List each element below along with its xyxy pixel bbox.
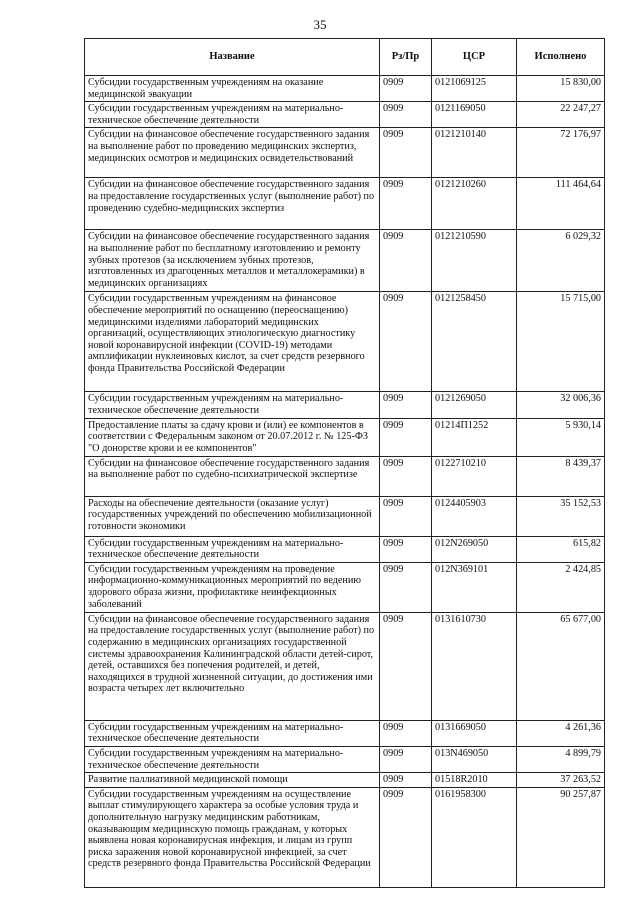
table-row bbox=[85, 418, 605, 456]
row-section-cell: 0909 bbox=[380, 292, 432, 392]
row-csr-cell: 0131669050 bbox=[432, 720, 517, 746]
row-executed-cell: 15 715,00 bbox=[517, 292, 605, 392]
row-csr-cell: 012N369101 bbox=[432, 562, 517, 612]
row-name-cell: Субсидии государственным учреждениям на оказание медицинской эвакуации bbox=[85, 76, 380, 102]
table-header-row bbox=[85, 39, 605, 76]
row-executed-cell: 72 176,97 bbox=[517, 128, 605, 178]
row-section-cell: 0909 bbox=[380, 392, 432, 418]
row-name-cell: Субсидии государственным учреждениям на материально-техническое обеспечение деятельности bbox=[85, 536, 380, 562]
row-csr-cell: 012N269050 bbox=[432, 536, 517, 562]
row-section-cell: 0909 bbox=[380, 76, 432, 102]
row-csr-cell: 0121069125 bbox=[432, 76, 517, 102]
row-section-cell: 0909 bbox=[380, 102, 432, 128]
header-csr: ЦСР bbox=[432, 39, 517, 76]
row-csr-cell: 0121258450 bbox=[432, 292, 517, 392]
row-csr-cell: 0161958300 bbox=[432, 787, 517, 887]
table-row bbox=[85, 128, 605, 178]
header-name: Название bbox=[85, 39, 380, 76]
row-section-cell: 0909 bbox=[380, 496, 432, 536]
table-row bbox=[85, 496, 605, 536]
row-name-cell: Субсидии на финансовое обеспечение государственного задания на выполнение работ по проведению медицинских экспертиз, медицинских осмотров и медицинских освидетельствований bbox=[85, 128, 380, 178]
row-executed-cell: 8 439,37 bbox=[517, 456, 605, 496]
table-row bbox=[85, 102, 605, 128]
row-executed-cell: 90 257,87 bbox=[517, 787, 605, 887]
row-csr-cell: 01214П1252 bbox=[432, 418, 517, 456]
row-section-cell: 0909 bbox=[380, 612, 432, 720]
table-row bbox=[85, 392, 605, 418]
row-section-cell: 0909 bbox=[380, 562, 432, 612]
row-section-cell: 0909 bbox=[380, 720, 432, 746]
table-row bbox=[85, 773, 605, 788]
row-csr-cell: 0122710210 bbox=[432, 456, 517, 496]
table-row bbox=[85, 230, 605, 292]
row-section-cell: 0909 bbox=[380, 773, 432, 788]
row-csr-cell: 0131610730 bbox=[432, 612, 517, 720]
row-csr-cell: 0121269050 bbox=[432, 392, 517, 418]
row-name-cell: Субсидии на финансовое обеспечение государственного задания на выполнение работ по судебно-психиатрической экспертизе bbox=[85, 456, 380, 496]
row-name-cell: Субсидии на финансовое обеспечение государственного задания на выполнение работ по бесплатному изготовлению и ремонту зубных протезов (за исключением зубных протезов, изготовленных из драгоценных металлов и металлокерамики) в медицинских организациях bbox=[85, 230, 380, 292]
row-csr-cell: 013N469050 bbox=[432, 746, 517, 772]
row-executed-cell: 35 152,53 bbox=[517, 496, 605, 536]
row-name-cell: Субсидии на финансовое обеспечение государственного задания на предоставление государственных услуг (выполнение работ) по проведению судебно-медицинских экспертиз bbox=[85, 178, 380, 230]
row-executed-cell: 22 247,27 bbox=[517, 102, 605, 128]
row-section-cell: 0909 bbox=[380, 787, 432, 887]
row-executed-cell: 32 006,36 bbox=[517, 392, 605, 418]
row-csr-cell: 0121210260 bbox=[432, 178, 517, 230]
row-executed-cell: 5 930,14 bbox=[517, 418, 605, 456]
row-name-cell: Субсидии государственным учреждениям на финансовое обеспечение мероприятий по оснащению (переоснащению) медицинскими изделиями лабораторий медицинских организаций, осуществляющих этиологическую диагностику новой коронавирусной инфекции (COVID-19) методами амплификации нуклеиновых кислот, за счет средств резервного фонда Правительства Российской Федерации bbox=[85, 292, 380, 392]
row-section-cell: 0909 bbox=[380, 456, 432, 496]
table-row bbox=[85, 536, 605, 562]
row-executed-cell: 111 464,64 bbox=[517, 178, 605, 230]
row-executed-cell: 6 029,32 bbox=[517, 230, 605, 292]
row-section-cell: 0909 bbox=[380, 536, 432, 562]
table-row bbox=[85, 787, 605, 887]
row-section-cell: 0909 bbox=[380, 418, 432, 456]
table-row bbox=[85, 456, 605, 496]
table-row bbox=[85, 746, 605, 772]
row-executed-cell: 4 261,36 bbox=[517, 720, 605, 746]
row-csr-cell: 01518R2010 bbox=[432, 773, 517, 788]
table-row bbox=[85, 76, 605, 102]
row-name-cell: Субсидии на финансовое обеспечение государственного задания на предоставление государственных услуг (выполнение работ) по содержанию в медицинских организациях государственной системы здравоохранения Калининградской области детей-сирот, детей, оставшихся без попечения родителей, и детей, находящихся в трудной жизненной ситуации, до достижения ими возраста четырех лет включительно bbox=[85, 612, 380, 720]
row-section-cell: 0909 bbox=[380, 178, 432, 230]
row-executed-cell: 65 677,00 bbox=[517, 612, 605, 720]
row-executed-cell: 615,82 bbox=[517, 536, 605, 562]
table-row bbox=[85, 720, 605, 746]
row-csr-cell: 0121210140 bbox=[432, 128, 517, 178]
row-name-cell: Субсидии государственным учреждениям на материально-техническое обеспечение деятельности bbox=[85, 720, 380, 746]
header-section: Рз/Пр bbox=[380, 39, 432, 76]
table-row bbox=[85, 178, 605, 230]
budget-table bbox=[84, 38, 605, 888]
row-csr-cell: 0121169050 bbox=[432, 102, 517, 128]
table-body bbox=[85, 76, 605, 888]
row-name-cell: Субсидии государственным учреждениям на материально-техническое обеспечение деятельности bbox=[85, 102, 380, 128]
row-name-cell: Субсидии государственным учреждениям на материально-техническое обеспечение деятельности bbox=[85, 392, 380, 418]
row-name-cell: Субсидии государственным учреждениям на материально-техническое обеспечение деятельности bbox=[85, 746, 380, 772]
row-csr-cell: 0121210590 bbox=[432, 230, 517, 292]
table-row bbox=[85, 562, 605, 612]
row-name-cell: Субсидии государственным учреждениям на проведение информационно-коммуникационных мероприятий по ведению здорового образа жизни, профилактике неинфекционных заболеваний bbox=[85, 562, 380, 612]
row-section-cell: 0909 bbox=[380, 128, 432, 178]
row-csr-cell: 0124405903 bbox=[432, 496, 517, 536]
row-section-cell: 0909 bbox=[380, 230, 432, 292]
page-number: 35 bbox=[313, 17, 327, 32]
row-name-cell: Субсидии государственным учреждениям на осуществление выплат стимулирующего характера за особые условия труда и дополнительную нагрузку медицинским работникам, оказывающим медицинскую помощь гражданам, у которых выявлена новая коронавирусная инфекция, и лицам из групп риска заражения новой коронавирусной инфекцией, за счет средств резервного фонда Правительства Российской Федерации bbox=[85, 787, 380, 887]
table-row bbox=[85, 292, 605, 392]
table-row bbox=[85, 612, 605, 720]
row-section-cell: 0909 bbox=[380, 746, 432, 772]
row-executed-cell: 4 899,79 bbox=[517, 746, 605, 772]
row-executed-cell: 2 424,85 bbox=[517, 562, 605, 612]
row-name-cell: Развитие паллиативной медицинской помощи bbox=[85, 773, 380, 788]
row-executed-cell: 15 830,00 bbox=[517, 76, 605, 102]
row-name-cell: Предоставление платы за сдачу крови и (или) ее компонентов в соответствии с Федеральным законом от 20.07.2012 г. № 125-ФЗ "О донорстве крови и ее компонентов" bbox=[85, 418, 380, 456]
row-name-cell: Расходы на обеспечение деятельности (оказание услуг) государственных учреждений по обеспечению мобилизационной готовности экономики bbox=[85, 496, 380, 536]
row-executed-cell: 37 263,52 bbox=[517, 773, 605, 788]
header-executed: Исполнено bbox=[517, 39, 605, 76]
